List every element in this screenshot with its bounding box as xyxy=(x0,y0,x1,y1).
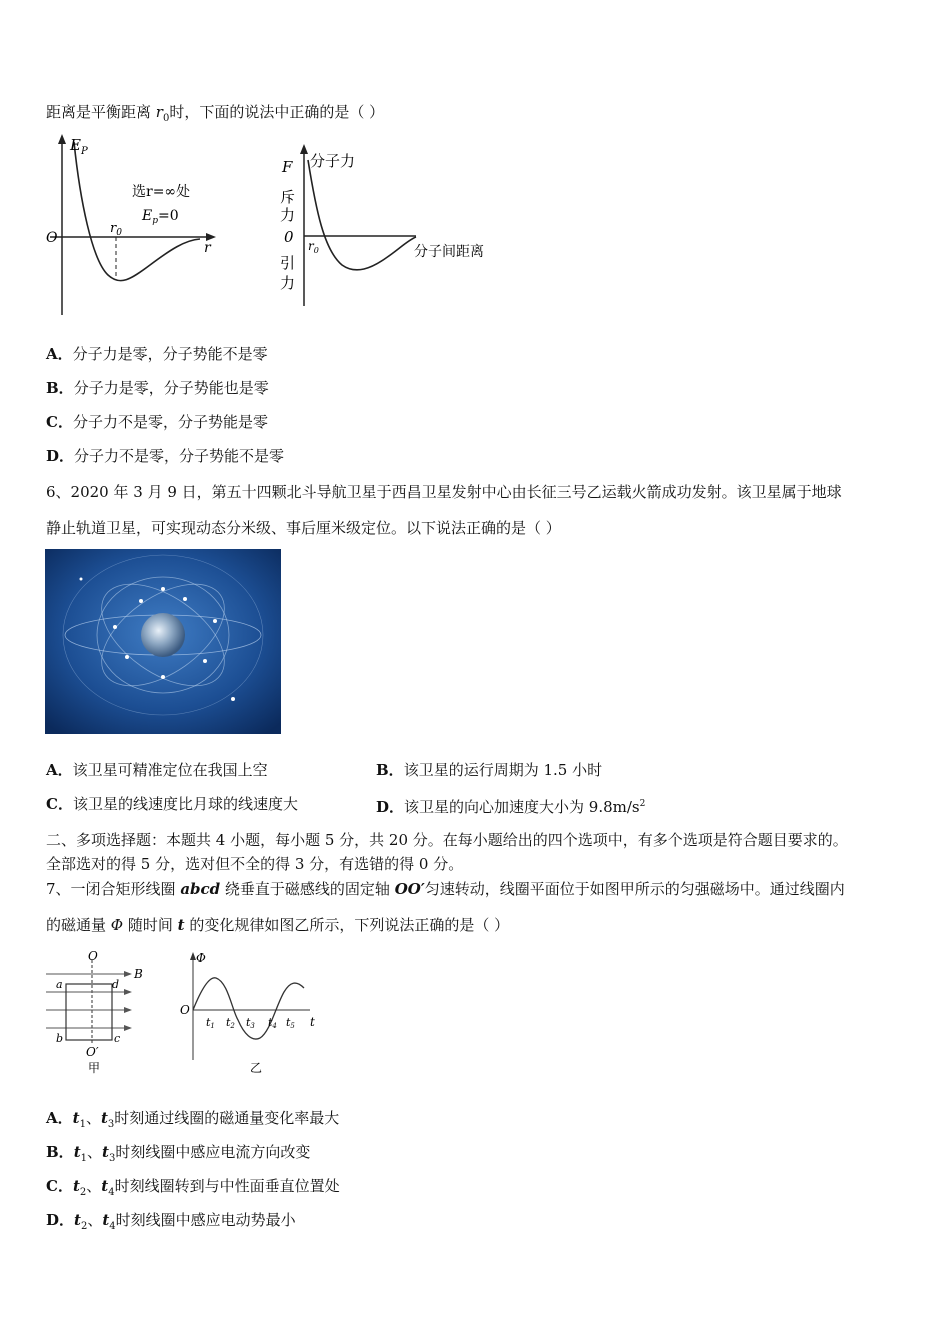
fig2-force-title: 分子力 xyxy=(310,152,356,170)
option-text: 该卫星的向心加速度大小为 9.8m/s xyxy=(404,798,640,816)
satellite-icon xyxy=(161,675,165,679)
fig-a-b-label: B xyxy=(134,967,143,981)
option-letter: A． xyxy=(46,761,73,779)
q5-option-a[interactable] xyxy=(46,344,268,364)
satellite-icon xyxy=(183,597,187,601)
fig-a-corner-a: a xyxy=(56,978,63,991)
fig-b-t-label: t xyxy=(310,1015,315,1029)
q5-stem xyxy=(46,102,384,129)
fig1-origin: O xyxy=(46,230,58,246)
q7-stem-line1: 7、一闭合矩形线圈 abcd 绕垂直于磁感线的固定轴 OO′匀速转动，线圈平面位于如图甲所示的匀强磁场中。通过线圈内 xyxy=(46,880,845,898)
option-letter: B． xyxy=(46,1143,74,1161)
option-sup: 2 xyxy=(639,799,646,809)
option-text: 时刻通过线圈的磁通量变化率最大 xyxy=(114,1109,340,1127)
fig-a-oprime-label: O′ xyxy=(86,1045,99,1059)
fig2-attraction-2: 力 xyxy=(280,274,296,292)
option-text: 分子力不是零，分子势能是零 xyxy=(72,413,268,431)
q7-option-a[interactable]: A．$t_1$、$t_3$时刻通过线圈的磁通量变化率最大 xyxy=(46,1109,340,1130)
satellite-icon xyxy=(139,599,143,603)
fig-a-o-label: O xyxy=(88,949,98,963)
fig2-distance-label: 分子间距离 xyxy=(414,244,484,260)
fig2-repulsion-1: 斥 xyxy=(280,188,296,206)
q6-stem-line2: 静止轨道卫星，可实现动态分米级、事后厘米级定位。以下说法正确的是（ ） xyxy=(46,519,561,537)
molecular-force-graph xyxy=(276,140,516,310)
fig-b-t3: t3 xyxy=(246,1016,255,1030)
fig2-origin: 0 xyxy=(284,228,294,246)
fig-b-origin: O xyxy=(180,1003,190,1017)
option-letter: B． xyxy=(46,379,74,397)
q7-option-c[interactable]: C．$t_2$、$t_4$时刻线圈转到与中性面垂直位置处 xyxy=(46,1177,340,1198)
fig2-attraction-1: 引 xyxy=(280,254,296,272)
option-text: 该卫星的运行周期为 1.5 小时 xyxy=(403,761,603,779)
section2-heading-line1: 二、多项选择题：本题共 4 小题，每小题 5 分，共 20 分。在每小题给出的四个选项中，有多个选项是符合题目要求的。 xyxy=(46,831,848,849)
field-arrows xyxy=(124,971,132,1031)
q5-stem-r: r xyxy=(155,103,163,121)
satellite-orbit-image xyxy=(45,549,281,734)
option-text: 分子力不是零，分子势能不是零 xyxy=(74,447,285,465)
fig-a-caption: 甲 xyxy=(88,1061,101,1075)
coil-figure xyxy=(40,948,150,1078)
option-letter: D． xyxy=(46,1211,75,1229)
q7-stem-line2: 的磁通量 Φ 随时间 t 的变化规律如图乙所示，下列说法正确的是（ ） xyxy=(46,916,510,934)
q7-option-b[interactable]: B．$t_1$、$t_3$时刻线圈中感应电流方向改变 xyxy=(46,1143,311,1164)
q5-stem-text: 距离是平衡距离 xyxy=(46,103,156,121)
q5-option-d[interactable] xyxy=(46,446,284,466)
fig1-r-label: r xyxy=(204,240,211,256)
q7-option-d[interactable]: D．$t_2$、$t_4$时刻线圈中感应电动势最小 xyxy=(46,1211,296,1232)
fig-b-t1: t1 xyxy=(206,1016,215,1030)
satellite-icon xyxy=(113,625,117,629)
fig-a-corner-b: b xyxy=(56,1032,64,1045)
satellite-icon xyxy=(213,619,217,623)
fig1-note1: 选r=∞处 xyxy=(132,184,191,200)
q6-option-b[interactable] xyxy=(376,760,602,780)
satellite-icon xyxy=(203,659,207,663)
option-letter: B． xyxy=(376,761,404,779)
fig2-r0: $r_0$ xyxy=(308,239,319,255)
option-text: 分子力是零，分子势能也是零 xyxy=(73,379,269,397)
ep-axis-arrow xyxy=(58,134,66,144)
q5-option-c[interactable] xyxy=(46,412,268,432)
option-text: 该卫星的线速度比月球的线速度大 xyxy=(72,795,298,813)
q5-stem-text2: 时，下面的说法中正确的是（ ） xyxy=(169,103,385,121)
earth-icon xyxy=(141,613,185,657)
option-text: 时刻线圈转到与中性面垂直位置处 xyxy=(114,1177,340,1195)
option-text: 时刻线圈中感应电动势最小 xyxy=(115,1211,296,1229)
potential-energy-graph xyxy=(40,130,220,320)
option-text: 分子力是零，分子势能不是零 xyxy=(72,345,268,363)
ep-curve xyxy=(74,142,200,281)
q6-option-d[interactable] xyxy=(376,794,645,817)
fig2-f-label: F xyxy=(282,158,293,176)
fig-b-caption: 乙 xyxy=(250,1061,263,1075)
satellite-icon xyxy=(125,655,129,659)
fig-b-t2: t2 xyxy=(226,1016,235,1030)
fig-a-corner-d: d xyxy=(112,978,120,991)
fig-b-phi-label: Φ xyxy=(196,951,206,965)
satellite-icon xyxy=(161,587,165,591)
q5-stem-sub: 0 xyxy=(162,113,170,124)
ep-label: $E_P$ xyxy=(70,136,88,157)
fig-b-t4: t4 xyxy=(268,1016,277,1030)
fig1-r0-label: $r_0$ xyxy=(110,221,122,238)
option-letter: A． xyxy=(46,1109,73,1127)
q6-option-c[interactable] xyxy=(46,794,298,814)
option-text: 该卫星可精准定位在我国上空 xyxy=(72,761,268,779)
fig-a-corner-c: c xyxy=(114,1032,121,1045)
option-letter: A． xyxy=(46,345,73,363)
option-letter: C． xyxy=(46,795,73,813)
section2-heading-line2: 全部选对的得 5 分，选对但不全的得 3 分，有选错的得 0 分。 xyxy=(46,855,464,873)
flux-time-graph xyxy=(176,948,326,1078)
force-axis-arrow xyxy=(300,144,308,154)
option-letter: D． xyxy=(376,798,405,816)
option-letter: C． xyxy=(46,1177,73,1195)
fig1-note2: $E_p=0$ xyxy=(142,208,179,226)
q6-stem-line1: 6、2020 年 3 月 9 日，第五十四颗北斗导航卫星于西昌卫星发射中心由长征三号乙运载火箭成功发射。该卫星属于地球 xyxy=(46,483,842,501)
option-letter: D． xyxy=(46,447,75,465)
option-text: 时刻线圈中感应电流方向改变 xyxy=(115,1143,311,1161)
fig-b-t5: t5 xyxy=(286,1016,295,1030)
satellite-icon xyxy=(231,697,235,701)
fig2-repulsion-2: 力 xyxy=(280,206,296,224)
force-curve xyxy=(308,160,416,270)
q6-option-a[interactable] xyxy=(46,760,268,780)
satellite-icon xyxy=(80,578,83,581)
option-letter: C． xyxy=(46,413,73,431)
q5-option-b[interactable] xyxy=(46,378,269,398)
